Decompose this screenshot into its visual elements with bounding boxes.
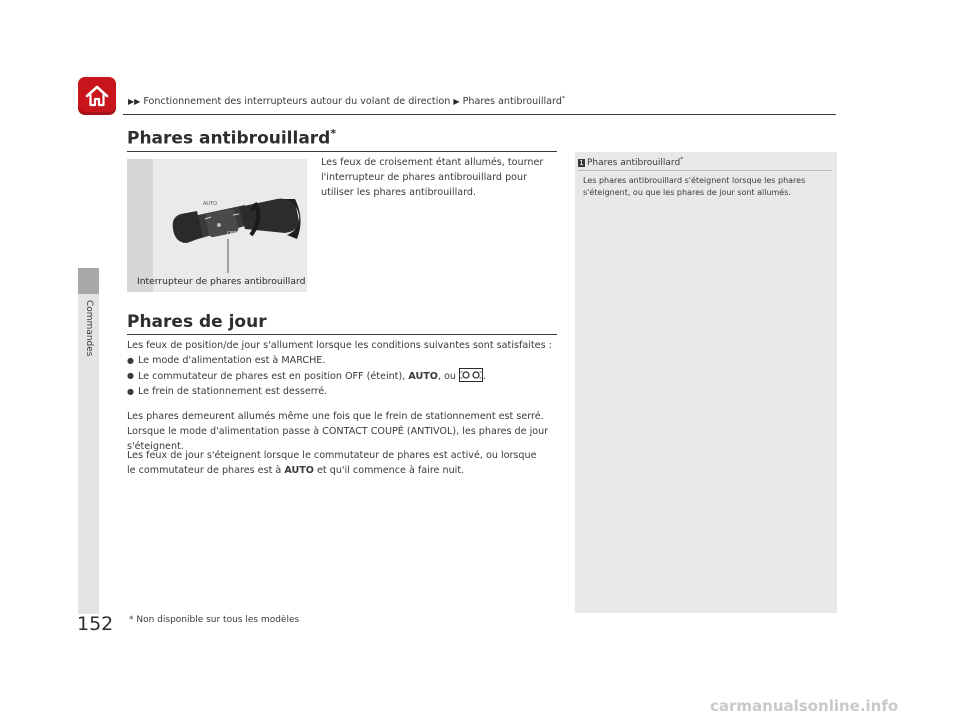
- note-divider: [578, 170, 832, 171]
- daytime-lights-off-note: [127, 448, 547, 478]
- note-title-text: Phares antibrouillard: [587, 158, 681, 168]
- heading-text: Phares antibrouillard: [127, 128, 331, 149]
- page-number: 152: [77, 613, 114, 635]
- home-icon: [83, 82, 111, 110]
- footnote-mark: *: [680, 156, 684, 163]
- section-tab-label: Commandes: [84, 300, 94, 357]
- breadcrumb: [128, 95, 565, 107]
- side-note-title: [578, 156, 683, 168]
- daytime-lights-parking-brake-note: Les phares demeurent allumés même une fois que le frein de stationnement est serré. Lorsque le mode d'alimentation passe à CONTACT COUPÉ (ANTIVOL), les phares de jour s'éteignent.: [127, 411, 549, 452]
- breadcrumb-arrow-icon: ▶: [453, 97, 460, 107]
- footnote-mark: *: [330, 127, 337, 140]
- section-heading-daytime-lights: Phares de jour: [127, 312, 267, 332]
- breadcrumb-arrow-icon: ▶▶: [128, 97, 141, 107]
- paragraph-text: et qu'il commence à faire nuit.: [317, 465, 465, 476]
- list-item-text: , ou: [437, 371, 456, 382]
- figure-caption: Interrupteur de phares antibrouillard: [137, 276, 306, 287]
- parking-lights-symbol-icon: [459, 368, 483, 382]
- auto-position-label: AUTO: [284, 465, 314, 476]
- list-item: [127, 368, 567, 384]
- list-item: ● Le frein de stationnement est desserré.: [127, 384, 567, 399]
- section-tab-marker: [78, 268, 99, 294]
- availability-footnote: * Non disponible sur tous les modèles: [129, 615, 300, 625]
- svg-text:AUTO: AUTO: [203, 201, 218, 207]
- watermark: carmanualsonline.info: [710, 697, 899, 715]
- list-item-text: .: [483, 371, 487, 382]
- section-heading-fog-lights: [127, 127, 336, 149]
- daytime-lights-conditions: [127, 338, 567, 399]
- side-note-body: Les phares antibrouillard s'éteignent lorsque les phares s'éteignent, ou que les phares de jour sont allumés.: [583, 176, 806, 197]
- heading-divider: [127, 151, 557, 152]
- svg-text:OFF: OFF: [227, 231, 237, 237]
- conditions-intro: Les feux de position/de jour s'allument lorsque les conditions suivantes sont satisfaites :: [127, 340, 552, 351]
- paragraph-text: Les feux de jour s'éteignent lorsque le commutateur de phares est activé, ou lorsque le commutateur de phares est à: [127, 450, 537, 476]
- side-note-panel: [575, 152, 837, 613]
- list-item-text: Le commutateur de phares est en position OFF (éteint),: [138, 371, 406, 382]
- breadcrumb-link-1[interactable]: Fonctionnement des interrupteurs autour du volant de direction: [143, 96, 451, 108]
- auto-position-label: AUTO: [408, 371, 438, 382]
- home-button[interactable]: [78, 77, 116, 115]
- conditions-list: [127, 353, 567, 399]
- heading-divider: [127, 334, 557, 335]
- list-item: ● Le mode d'alimentation est à MARCHE.: [127, 353, 567, 368]
- section-tab[interactable]: [76, 300, 100, 380]
- fog-lights-instructions: Les feux de croisement étant allumés, tourner l'interrupteur de phares antibrouillard pour utiliser les phares antibrouillard.: [321, 157, 544, 198]
- footnote-mark: *: [561, 95, 565, 102]
- header-divider: [123, 114, 836, 115]
- fog-light-switch-illustration: [127, 159, 307, 292]
- note-reference-icon: 1: [579, 159, 584, 167]
- breadcrumb-link-2[interactable]: Phares antibrouillard: [462, 96, 562, 108]
